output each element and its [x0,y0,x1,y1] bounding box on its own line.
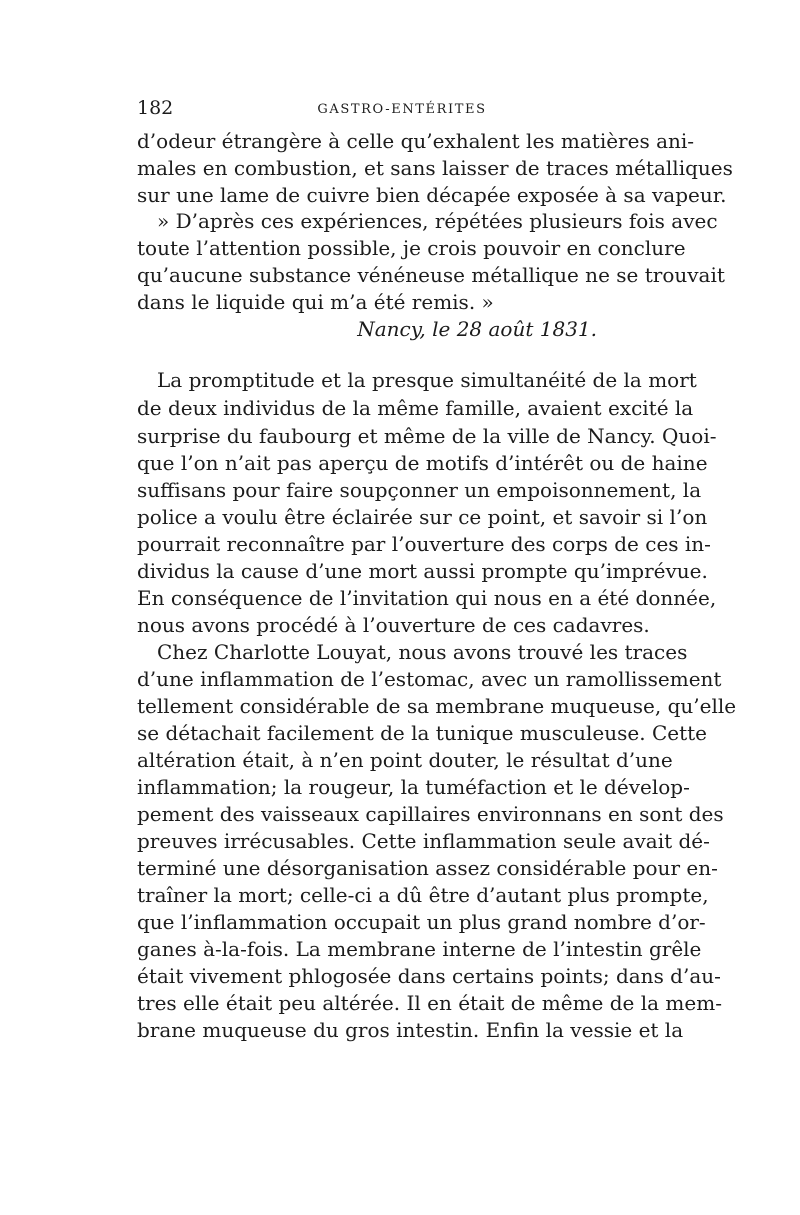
text-line: surprise du faubourg et même de la ville de Nancy. Quoi- [137,424,717,448]
text-line: tres elle était peu altérée. Il en était de même de la mem- [137,991,722,1015]
text-line: se détachait facilement de la tunique musculeuse. Cette [137,721,707,745]
text-line: preuves irrécusables. Cette inflammation seule avait dé- [137,829,710,853]
text-line: pourrait reconnaître par l’ouverture des corps de ces in- [137,532,711,556]
text-line: d’une inflammation de l’estomac, avec un ramollissement [137,667,722,691]
text-line: Chez Charlotte Louyat, nous avons trouvé les traces [157,640,688,664]
text-line: pement des vaisseaux capillaires environnans en sont des [137,802,724,826]
text-line: terminé une désorganisation assez considérable pour en- [137,856,718,880]
text-line: suffisans pour faire soupçonner un empoisonnement, la [137,478,702,502]
text-line: qu’aucune substance vénéneuse métallique ne se trouvait [137,263,725,287]
text-line: d’odeur étrangère à celle qu’exhalent les matières ani- [137,129,695,153]
text-line: de deux individus de la même famille, avaient excité la [137,396,694,420]
text-line: que l’inflammation occupait un plus grand nombre d’or- [137,910,706,934]
text-line: police a voulu être éclairée sur ce point, et savoir si l’on [137,505,708,529]
text-line: dans le liquide qui m’a été remis. » [137,290,494,314]
text-line: En conséquence de l’invitation qui nous en a été donnée, [137,586,717,610]
text-line: dividus la cause d’une mort aussi prompte qu’imprévue. [137,559,708,583]
text-line: inflammation; la rougeur, la tuméfaction et le dévelop- [137,775,690,799]
text-line: brane muqueuse du gros intestin. Enfin la vessie et la [137,1018,684,1042]
text-line: traîner la mort; celle-ci a dû être d’autant plus prompte, [137,883,709,907]
text-line: ganes à-la-fois. La membrane interne de l’intestin grêle [137,937,702,961]
signature-place: Nancy [357,317,420,341]
text-line: males en combustion, et sans laisser de traces métalliques [137,156,733,180]
signature-line [137,314,597,344]
text-line: La promptitude et la presque simultanéité de la mort [157,368,697,392]
text-line: altération était, à n’en point douter, le résultat d’une [137,748,673,772]
text-line: sur une lame de cuivre bien décapée exposée à sa vapeur. [137,183,727,207]
text-line: était vivement phlogosée dans certains points; dans d’au- [137,964,721,988]
text-line: que l’on n’ait pas aperçu de motifs d’intérêt ou de haine [137,451,708,475]
page-header [137,96,667,120]
text-line: toute l’attention possible, je crois pouvoir en conclure [137,236,686,260]
text-line: » D’après ces expériences, répétées plusieurs fois avec [157,209,718,233]
text-line: nous avons procédé à l’ouverture de ces cadavres. [137,613,650,637]
text-line: tellement considérable de sa membrane muqueuse, qu’elle [137,694,737,718]
page-number: 182 [137,97,174,119]
running-head: GASTRO-ENTÉRITES [317,102,487,117]
signature-date: , le 28 août 1831. [419,317,597,341]
